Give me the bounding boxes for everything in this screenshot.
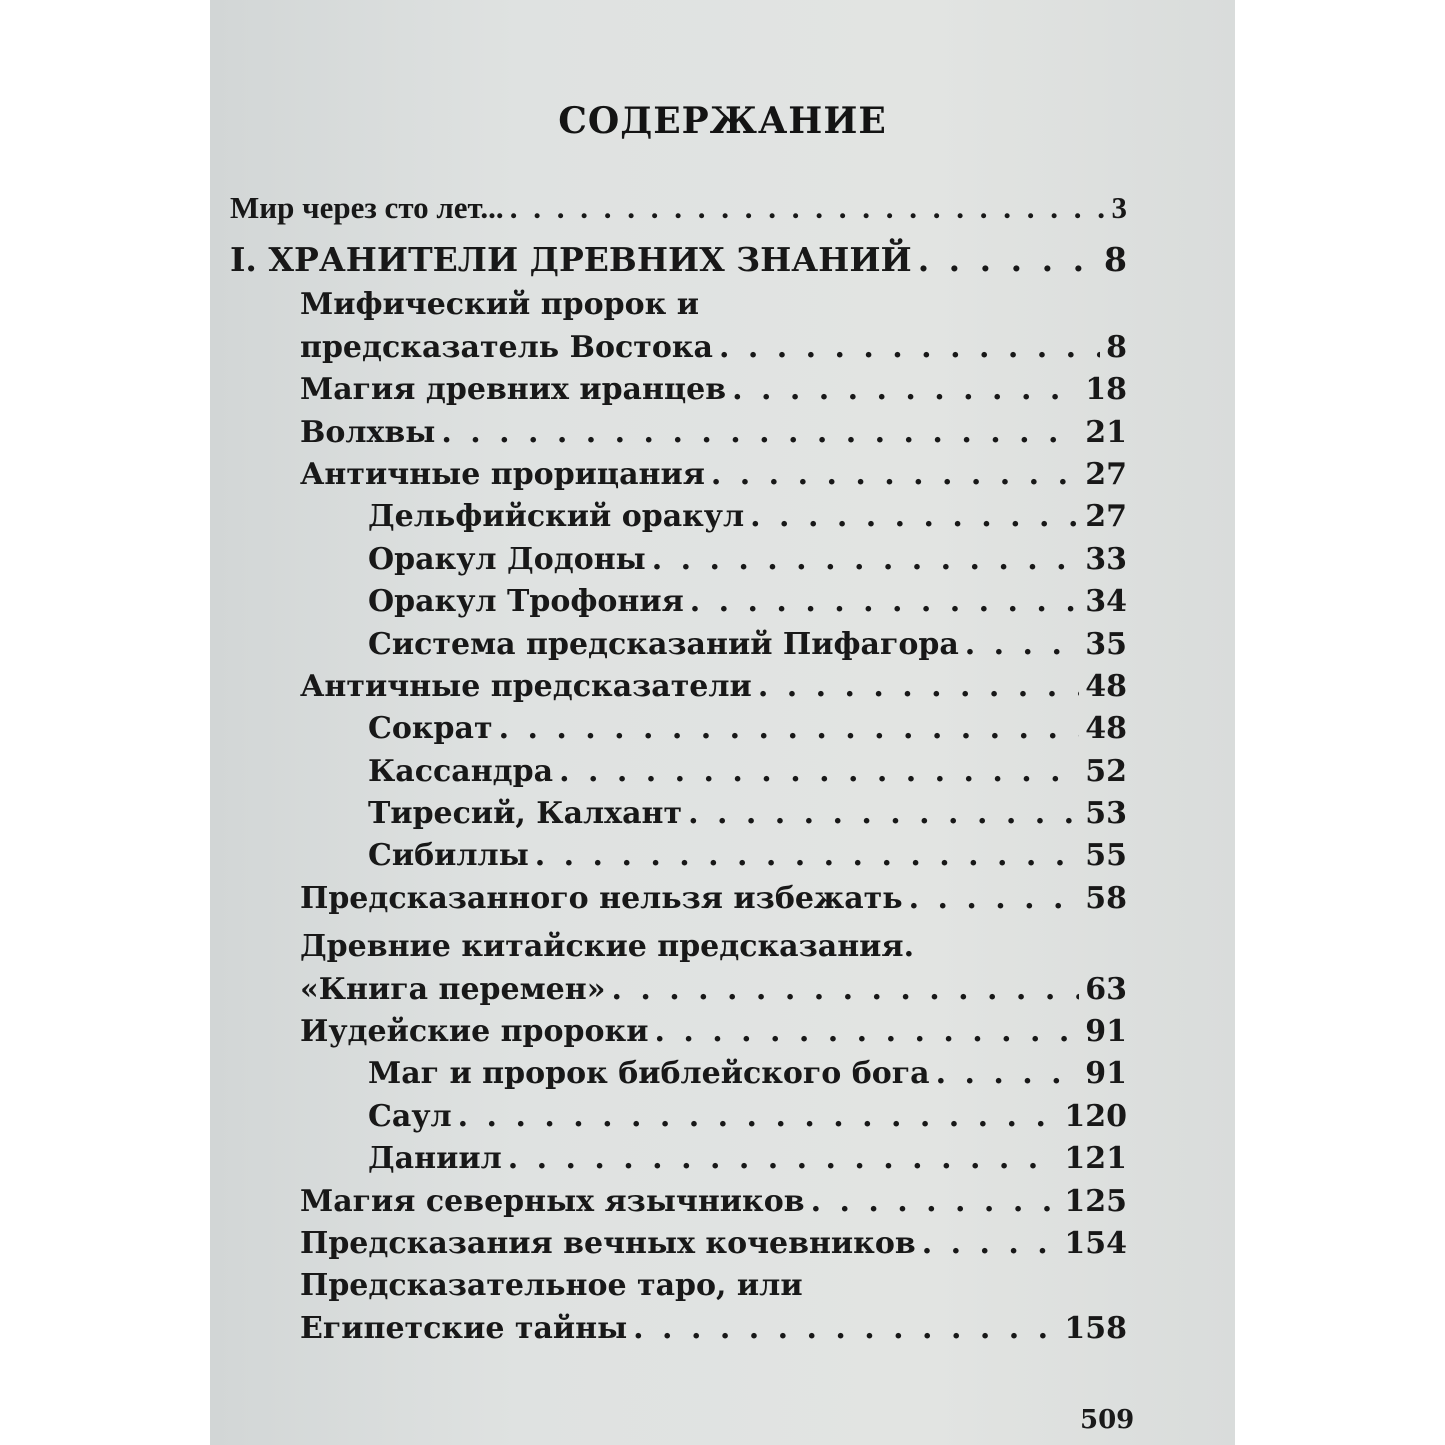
toc-entry-title: Сократ: [368, 711, 493, 747]
toc-entry: [210, 330, 1127, 372]
toc-entry-page: 52: [1085, 753, 1127, 789]
toc-entry-page: 33: [1085, 541, 1127, 577]
toc-entry-page: 158: [1064, 1310, 1127, 1346]
toc-entry-title: Система предсказаний Пифагора: [368, 626, 959, 662]
toc-entry: [210, 627, 1127, 669]
dot-leader: [535, 838, 1079, 873]
toc-entry-title: Иудейские пророки: [300, 1014, 649, 1050]
dot-leader: [654, 1014, 1079, 1049]
toc-entry-page: 91: [1085, 1014, 1127, 1050]
toc-entry-title: предсказатель Востока: [300, 329, 713, 365]
toc-entry-title: Магия древних иранцев: [300, 372, 727, 408]
toc-entry: [210, 929, 1127, 971]
dot-leader: [499, 711, 1080, 746]
toc-entry-title: Предсказанного нельзя избежать: [300, 880, 903, 916]
toc-entry: [210, 190, 1127, 232]
toc-entry-title: Волхвы: [300, 414, 436, 450]
page-number: 509: [1080, 1405, 1135, 1435]
toc-entry: [210, 542, 1127, 584]
toc-entry-title: Мир через сто лет...: [230, 190, 504, 225]
dot-leader: [922, 1226, 1059, 1261]
toc-entry-title: Маг и пророк библейского бога: [368, 1056, 930, 1092]
page-title: СОДЕРЖАНИЕ: [558, 100, 887, 142]
dot-leader: [965, 627, 1079, 662]
toc-entry: [210, 1141, 1127, 1183]
dot-leader: [711, 457, 1079, 492]
toc-entry-title: Дельфийский оракул: [368, 499, 745, 535]
toc-entry-page: 18: [1085, 372, 1127, 408]
dot-leader: [918, 240, 1098, 279]
toc-entry-title: Сибиллы: [368, 838, 529, 874]
toc-entry-page: 27: [1085, 499, 1127, 535]
toc-entry-page: 58: [1085, 880, 1127, 916]
toc-entry: [210, 1311, 1127, 1353]
dot-leader: [559, 754, 1079, 789]
toc-entry: [210, 1184, 1127, 1226]
dot-leader: [909, 881, 1080, 916]
toc-entry-title: Кассандра: [368, 753, 554, 789]
toc-entry-page: 48: [1085, 668, 1127, 704]
toc-entry: [210, 1268, 1127, 1310]
toc-entry-title: Саул: [368, 1098, 452, 1134]
dot-leader: [441, 415, 1079, 450]
toc-entry: [210, 881, 1127, 923]
dot-leader: [690, 584, 1079, 619]
dot-leader: [719, 330, 1100, 365]
toc-entry-title: Магия северных язычников: [300, 1183, 805, 1219]
dot-leader: [510, 190, 1106, 226]
toc-entry-page: 121: [1064, 1141, 1127, 1177]
toc-entry-page: 55: [1085, 838, 1127, 874]
toc-entry: [210, 232, 1127, 287]
toc-entry: [210, 972, 1127, 1014]
toc-entry: [210, 669, 1127, 711]
toc-entry-page: 53: [1085, 796, 1127, 832]
dot-leader: [811, 1184, 1059, 1219]
toc-entry-title: Предсказательное таро, или: [300, 1268, 803, 1304]
toc-entry-page: 48: [1085, 711, 1127, 747]
toc-entry-title: Даниил: [368, 1141, 502, 1177]
toc-entry-page: 154: [1064, 1225, 1127, 1261]
toc-entry: [210, 1014, 1127, 1056]
toc-entry: [210, 1099, 1127, 1141]
toc-entry: [210, 499, 1127, 541]
table-of-contents: [210, 190, 1127, 1353]
toc-entry-page: 3: [1111, 190, 1127, 225]
dot-leader: [750, 499, 1079, 534]
toc-entry-page: 21: [1085, 414, 1127, 450]
toc-entry-page: 120: [1064, 1098, 1127, 1134]
dot-leader: [936, 1056, 1080, 1091]
toc-entry-page: 8: [1106, 329, 1127, 365]
dot-leader: [732, 372, 1079, 407]
toc-entry-page: 27: [1085, 456, 1127, 492]
toc-entry: [210, 372, 1127, 414]
toc-entry-title: Античные предсказатели: [300, 668, 752, 704]
toc-entry-page: 63: [1085, 971, 1127, 1007]
toc-entry: [210, 1226, 1127, 1268]
toc-entry-title: Тиресий, Калхант: [368, 796, 683, 832]
toc-entry: [210, 287, 1127, 329]
dot-leader: [758, 669, 1079, 704]
toc-entry-page: 8: [1104, 240, 1127, 280]
dot-leader: [633, 1311, 1058, 1346]
toc-entry: [210, 838, 1127, 880]
toc-entry: [210, 457, 1127, 499]
toc-entry-title: I. ХРАНИТЕЛИ ДРЕВНИХ ЗНАНИЙ: [230, 240, 912, 280]
toc-entry-title: Античные прорицания: [300, 456, 705, 492]
toc-entry-page: 91: [1085, 1056, 1127, 1092]
dot-leader: [611, 972, 1079, 1007]
toc-entry: [210, 415, 1127, 457]
toc-entry: [210, 796, 1127, 838]
toc-entry: [210, 1056, 1127, 1098]
toc-entry-title: Оракул Додоны: [368, 541, 646, 577]
toc-entry-page: 125: [1064, 1183, 1127, 1219]
toc-entry-page: 34: [1085, 584, 1127, 620]
dot-leader: [508, 1141, 1059, 1176]
toc-entry-title: «Книга перемен»: [300, 971, 606, 1007]
dot-leader: [688, 796, 1079, 831]
toc-entry-title: Мифический пророк и: [300, 287, 699, 323]
toc-entry-title: Древние китайские предсказания.: [300, 929, 915, 965]
toc-entry: [210, 584, 1127, 626]
toc-entry-title: Египетские тайны: [300, 1310, 628, 1346]
dot-leader: [652, 542, 1080, 577]
toc-entry-page: 35: [1085, 626, 1127, 662]
toc-entry: [210, 754, 1127, 796]
book-page: [210, 0, 1235, 1445]
toc-entry-title: Оракул Трофония: [368, 584, 684, 620]
toc-entry-title: Предсказания вечных кочевников: [300, 1225, 916, 1261]
dot-leader: [458, 1099, 1059, 1134]
toc-entry: [210, 711, 1127, 753]
